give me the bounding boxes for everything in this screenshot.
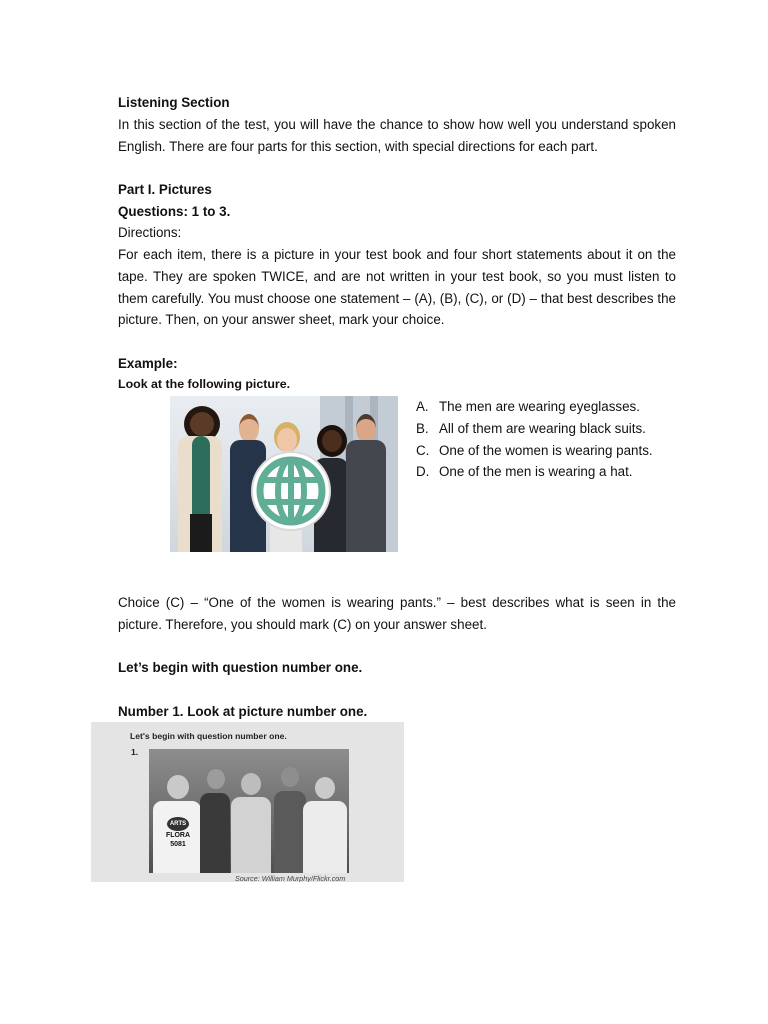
example-explanation: Choice (C) – “One of the women is wearing pants.” – best describes what is seen in the picture. Therefore, you should mark (C) on your answer sheet. [118, 595, 676, 632]
race-bib [161, 817, 195, 851]
picture-number-one [91, 722, 404, 882]
option-text: All of them are wearing black suits. [439, 420, 646, 436]
man-figure [344, 404, 388, 552]
listening-intro: In this section of the test, you will have the chance to show how well you understand spoken English. There are four parts for this section, with special directions for each part. [118, 117, 676, 154]
part1-heading: Part I. Pictures [118, 182, 212, 197]
option-text: One of the men is wearing a hat. [439, 464, 633, 480]
example-picture [170, 396, 398, 552]
woman-figure [176, 404, 224, 552]
option-b [416, 418, 696, 440]
number1-heading: Number 1. Look at picture number one. [118, 704, 368, 719]
runners-photo [149, 749, 349, 873]
option-letter: A. [416, 399, 429, 414]
option-letter: D. [416, 464, 430, 480]
runner-figure [229, 769, 273, 873]
option-letter: B. [416, 420, 429, 436]
runner-figure [301, 775, 349, 873]
listening-heading: Listening Section [118, 95, 230, 110]
image-caption: Let's begin with question number one. [130, 731, 287, 741]
directions-label: Directions: [118, 225, 182, 240]
image-number: 1. [131, 747, 139, 757]
example-instruction: Look at the following picture. [118, 377, 291, 391]
option-letter: C. [416, 442, 430, 458]
option-text: One of the women is wearing pants. [439, 442, 653, 458]
globe-icon [250, 450, 332, 532]
image-source: Source: William Murphy/Flickr.com [235, 874, 346, 882]
option-a [416, 396, 696, 418]
begin-instruction: Let’s begin with question number one. [118, 660, 363, 675]
bib-number: 5081 [170, 841, 186, 848]
option-d [416, 461, 696, 483]
questions-range: Questions: 1 to 3. [118, 204, 231, 219]
bib-label: ARTS [167, 817, 189, 831]
directions-text: For each item, there is a picture in your test book and four short statements about it on the tape. They are spoken TWICE, and are not written in your test book, so you must listen to them carefully. You must choose one statement – (A), (B), (C), or (D) – that best describes the picture. Then, on your answer sheet, mark your choice. [118, 247, 676, 328]
option-c [416, 440, 696, 462]
answer-options [416, 396, 696, 483]
example-label: Example: [118, 356, 178, 371]
bib-name: FLORA [165, 832, 191, 839]
runner-figure [199, 765, 231, 873]
runner-figure [151, 773, 203, 873]
option-text: The men are wearing eyeglasses. [439, 399, 640, 414]
